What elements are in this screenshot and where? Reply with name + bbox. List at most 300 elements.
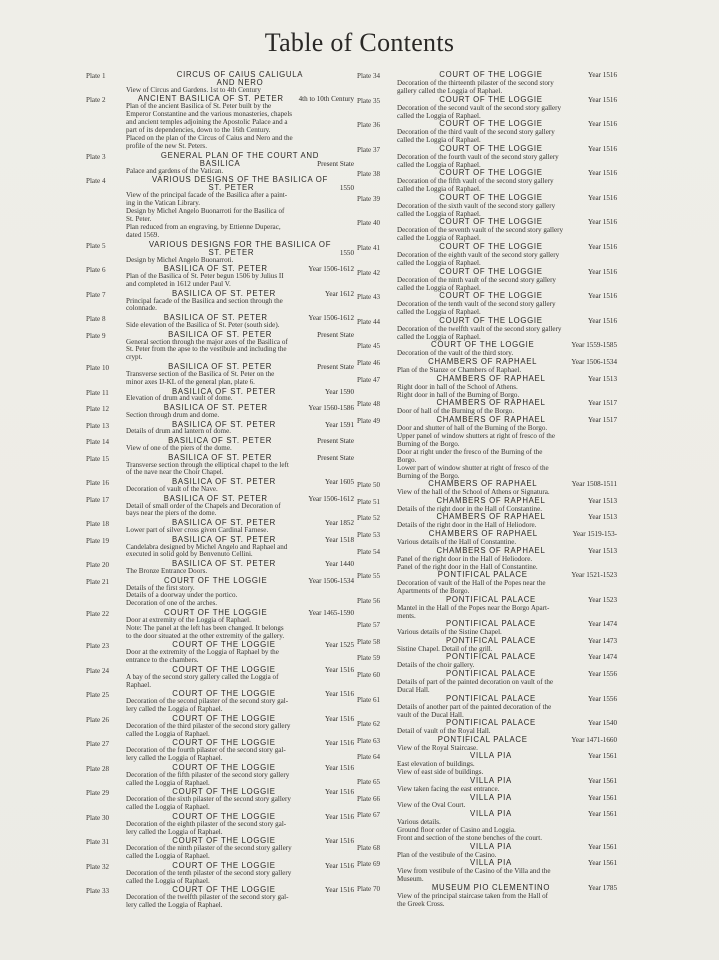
plate-description: View of the principal facade of the Basilica after a paint- ing in the Vatican Library. Design by Michel Angelo Buonarroti for the Basilica of St. Peter. Plan reduced from an engraving, by Ettienne Duperac, dated 1569. [126, 191, 288, 240]
plate-number: Plate 40 [357, 219, 381, 228]
plate-subject: BASILICA OF ST. PETER [171, 560, 276, 569]
plate-number: Plate 2 [86, 96, 106, 105]
plate-year: Year 1516 [324, 665, 354, 674]
plate-subject: VILLA PIA [470, 776, 512, 785]
plate-year: Year 1517 [587, 399, 617, 408]
plate-description: View of the Oval Court. [397, 801, 466, 810]
plate-description: Door at the extremity of the Loggia of Raphael by the entrance to the chambers. [126, 648, 279, 665]
plate-description: Details of the choir gallery. [397, 661, 475, 670]
toc-entry [86, 363, 354, 387]
plate-year: Year 1506-1534 [308, 576, 354, 585]
toc-entry [357, 317, 617, 341]
plate-subject: COURT OF THE LOGGIE [163, 576, 268, 585]
plate-subject: COURT OF THE LOGGIE [439, 193, 543, 202]
plate-number: Plate 4 [86, 177, 106, 186]
plate-number: Plate 6 [86, 266, 106, 275]
plate-subject-continued: ST. PETER [208, 248, 255, 257]
plate-subject: COURT OF THE LOGGIE [172, 812, 276, 821]
plate-subject: CHAMBERS OF RAPHAEL [436, 399, 546, 408]
toc-entry [86, 241, 354, 265]
plate-number: Plate 8 [86, 315, 106, 324]
plate-number: Plate 60 [357, 671, 381, 680]
plate-description: Candelabra designed by Michel Angelo and Raphael and executed in solid gold by Benvenuto Cellini. [126, 542, 288, 559]
plate-year: 1550 [339, 184, 354, 193]
plate-subject: COURT OF THE LOGGIE [172, 714, 276, 723]
plate-subject: PONTIFICAL PALACE [446, 653, 536, 662]
plate-description: Decoration of the third vault of the second story gallery called the Loggia of Raphael. [397, 128, 555, 145]
plate-number: Plate 64 [357, 753, 381, 762]
plate-year: Year 1523 [587, 595, 617, 604]
plate-year: Year 1516 [324, 886, 354, 895]
plate-subject: BASILICA OF ST. PETER [171, 478, 276, 487]
toc-entry [86, 764, 354, 788]
plate-number: Plate 27 [86, 740, 110, 749]
plate-number: Plate 12 [86, 405, 110, 414]
plate-subject: BASILICA OF ST. PETER [163, 494, 268, 503]
plate-year: Year 1516 [587, 95, 617, 104]
plate-description: Transverse section through the elliptical chapel to the left of the nave near the Choir Chapel. [126, 460, 289, 477]
plate-subject: COURT OF THE LOGGIE [172, 837, 276, 846]
toc-entry [357, 653, 617, 669]
toc-entry [357, 596, 617, 620]
plate-number: Plate 15 [86, 454, 110, 463]
plate-subject: COURT OF THE LOGGIE [172, 641, 276, 650]
toc-entry [357, 530, 617, 546]
toc-entry [357, 341, 617, 357]
toc-entry [86, 454, 354, 478]
plate-year: Year 1516 [324, 763, 354, 772]
plate-description: View of the Royal Staircase. [397, 743, 478, 752]
toc-entry [357, 218, 617, 242]
plate-number: Plate 62 [357, 720, 381, 729]
toc-entry [357, 859, 617, 883]
plate-year: Year 1561 [587, 776, 617, 785]
toc-entry [357, 145, 617, 169]
toc-entry [86, 176, 354, 240]
plate-year: Year 1516 [324, 837, 354, 846]
toc-entry [357, 736, 617, 752]
plate-year: Year 1506-1534 [571, 357, 617, 366]
plate-year: Year 1517 [587, 415, 617, 424]
plate-number: Plate 45 [357, 342, 381, 351]
plate-year: Year 1525 [324, 641, 354, 650]
plate-number: Plate 44 [357, 317, 381, 326]
plate-description: Decoration of the fifth pilaster of the second story gallery called the Loggia of Raphael. [126, 770, 290, 787]
plate-subject: CHAMBERS OF RAPHAEL [436, 374, 546, 383]
plate-subject: CHAMBERS OF RAPHAEL [428, 480, 538, 489]
plate-subject: COURT OF THE LOGGIE [172, 739, 276, 748]
plate-number: Plate 55 [357, 572, 381, 581]
plate-subject: BASILICA OF ST. PETER [168, 330, 273, 339]
plate-number: Plate 18 [86, 520, 110, 529]
plate-number: Plate 36 [357, 121, 381, 130]
plate-year: Year 1474 [587, 620, 617, 629]
toc-entry [357, 547, 617, 571]
plate-subject: COURT OF THE LOGGIE [439, 267, 543, 276]
plate-number: Plate 43 [357, 293, 381, 302]
toc-entry [86, 641, 354, 665]
plate-subject: PONTIFICAL PALACE [446, 595, 536, 604]
plate-subject: CHAMBERS OF RAPHAEL [436, 415, 546, 424]
plate-subject: BASILICA OF ST. PETER [168, 437, 273, 446]
plate-year: Year 1474 [587, 653, 617, 662]
plate-subject: COURT OF THE LOGGIE [172, 861, 276, 870]
plate-description: Decoration of the fifth vault of the second story gallery called the Loggia of Raphael. [397, 177, 554, 194]
plate-subject: PONTIFICAL PALACE [437, 735, 528, 744]
toc-entry [357, 292, 617, 316]
toc-entry [357, 375, 617, 399]
plate-description: Mantel in the Hall of the Popes near the Borgo Apart- ments. [397, 603, 550, 620]
plate-description: Decoration of vault of the Nave. [126, 485, 218, 493]
plate-year: Year 1516 [587, 144, 617, 153]
plate-description: Detail of vault of the Royal Hall. [397, 727, 491, 736]
toc-entry [357, 719, 617, 735]
plate-number: Plate 21 [86, 577, 110, 586]
plate-subject-continued: BASILICA [199, 159, 241, 168]
plate-number: Plate 3 [86, 152, 106, 161]
plate-year: Present State [317, 453, 354, 462]
toc-entry [86, 862, 354, 886]
toc-entry [86, 813, 354, 837]
plate-subject: COURT OF THE LOGGIE [439, 292, 543, 301]
toc-entry [357, 71, 617, 95]
plate-subject: CHAMBERS OF RAPHAEL [428, 529, 538, 538]
toc-entry [86, 788, 354, 812]
plate-subject: COURT OF THE LOGGIE [439, 218, 543, 227]
toc-entry [357, 794, 617, 810]
plate-description: Plan of the Basilica of St. Peter begun 1506 by Julius II and completed in 1612 under Paul V. [126, 272, 284, 288]
plate-year: Present State [317, 437, 354, 446]
toc-entry [357, 416, 617, 480]
plate-subject: COURT OF THE LOGGIE [439, 120, 543, 129]
toc-entry [357, 480, 617, 496]
toc-entry [86, 666, 354, 690]
plate-number: Plate 11 [86, 388, 109, 397]
plate-year: Year 1559-1585 [571, 341, 617, 350]
plate-year: Year 1518 [324, 535, 354, 544]
plate-year: Year 1521-1523 [571, 571, 617, 580]
right-column [357, 71, 617, 908]
plate-description: General section through the major axes of the Basilica of St. Peter from the apse to the vestibule and including the crypt. [126, 337, 288, 362]
plate-number: Plate 52 [357, 514, 381, 523]
plate-number: Plate 28 [86, 764, 110, 773]
plate-description: Details of part of the painted decoration on vault of the Ducal Hall. [397, 678, 554, 695]
plate-description: Various details of the Hall of Constantine. [397, 537, 517, 546]
plate-year: Year 1516 [587, 169, 617, 178]
plate-year: Year 1591 [324, 420, 354, 429]
plate-number: Plate 37 [357, 145, 381, 154]
toc-entry [357, 399, 617, 415]
plate-year: Year 1516 [587, 316, 617, 325]
plate-number: Plate 47 [357, 375, 381, 384]
plate-subject: VILLA PIA [470, 842, 512, 851]
plate-description: Decoration of the seventh vault of the second story gallery called the Loggia of Raphael. [397, 226, 564, 243]
plate-year: Year 1516 [324, 861, 354, 870]
plate-subject: COURT OF THE LOGGIE [172, 886, 276, 895]
plate-description: Side elevation of the Basilica of St. Peter (south side). [126, 321, 280, 329]
toc-entry [357, 670, 617, 694]
plate-description: Decoration of the eighth vault of the second story gallery called the Loggia of Raphael. [397, 251, 560, 268]
toc-entry [357, 695, 617, 719]
plate-description: Details of another part of the painted decoration of the vault of the Ducal Hall. [397, 702, 552, 719]
plate-year: Present State [317, 159, 354, 168]
plate-number: Plate 22 [86, 610, 110, 619]
plate-number: Plate 39 [357, 194, 381, 203]
plate-subject: PONTIFICAL PALACE [446, 694, 536, 703]
plate-description: Decoration of the third pilaster of the second story gallery called the Loggia of Raphael. [126, 721, 291, 738]
plate-number: Plate 30 [86, 813, 110, 822]
plate-subject: CHAMBERS OF RAPHAEL [428, 357, 538, 366]
plate-year: Year 1513 [587, 513, 617, 522]
toc-entry [357, 497, 617, 513]
plate-description: Plan of the ancient Basilica of St. Peter built by the Emperor Constantine and the various monasteries, chapels and ancient temples adjoining the Apostolic Palace and a part of its dependencies, down to the 16th Century. Placed on the plan of the Circus of Caius and Nero and the profile of the new St. Peters. [126, 102, 293, 151]
toc-entry [86, 404, 354, 420]
toc-entry [86, 95, 354, 151]
toc-entry [357, 620, 617, 636]
plate-number: Plate 65 [357, 777, 381, 786]
plate-year: Year 1561 [587, 752, 617, 761]
plate-subject: COURT OF THE LOGGIE [439, 169, 543, 178]
plate-year: Year 1506-1612 [308, 494, 354, 503]
plate-number: Plate 26 [86, 715, 110, 724]
toc-entry [86, 495, 354, 519]
plate-description: Plan of the Stanze or Chambers of Raphael. [397, 365, 522, 374]
plate-description: Transverse section of the Basilica of St. Peter on the minor axes IJ-KL of the general plan, plate 6. [126, 369, 275, 386]
plate-subject: PONTIFICAL PALACE [446, 636, 536, 645]
toc-entry [86, 609, 354, 641]
plate-number: Plate 23 [86, 642, 110, 651]
plate-number: Plate 16 [86, 479, 110, 488]
plate-description: Decoration of the sixth vault of the second story gallery called the Loggia of Raphael. [397, 201, 556, 218]
plate-year: Year 1516 [587, 193, 617, 202]
plate-subject: BASILICA OF ST. PETER [163, 314, 268, 323]
plate-subject: COURT OF THE LOGGIE [430, 341, 535, 350]
toc-entry [86, 478, 354, 494]
plate-number: Plate 1 [86, 72, 106, 80]
plate-description: Panel of the right door in the Hall of Heliodore. Panel of the right door in the Hall of Constantine. [397, 554, 538, 571]
toc-entry [357, 358, 617, 374]
plate-year: Year 1561 [587, 842, 617, 851]
plate-number: Plate 67 [357, 811, 381, 820]
plate-year: Year 1506-1612 [308, 314, 354, 323]
toc-entry [86, 577, 354, 609]
plate-number: Plate 61 [357, 695, 381, 704]
plate-number: Plate 59 [357, 654, 381, 663]
plate-year: Year 1516 [587, 218, 617, 227]
plate-number: Plate 46 [357, 358, 381, 367]
plate-number: Plate 53 [357, 530, 381, 539]
plate-subject: VILLA PIA [470, 793, 512, 802]
plate-year: Present State [317, 330, 354, 339]
toc-entry [357, 777, 617, 793]
plate-number: Plate 41 [357, 244, 381, 253]
toc-entry [86, 152, 354, 176]
plate-number: Plate 68 [357, 843, 381, 852]
toc-entry [86, 71, 354, 95]
plate-number: Plate 32 [86, 862, 110, 871]
plate-description: Door and shutter of hall of the Burning of the Borgo. Upper panel of window shutters at right of fresco of the Burning of the Borgo. Door at right under the fresco of the Burning of the Borgo. Lower part of window shutter at right of fresco of the Burning of the Borgo. [397, 423, 555, 480]
plate-number: Plate 70 [357, 884, 381, 893]
plate-subject: VILLA PIA [470, 810, 512, 819]
plate-subject: BASILICA OF ST. PETER [171, 519, 276, 528]
toc-entry [86, 265, 354, 289]
plate-year: Year 1465-1590 [308, 609, 354, 618]
plate-year: Year 1516 [587, 243, 617, 252]
plate-year: Year 1516 [324, 739, 354, 748]
plate-year: Year 1516 [324, 812, 354, 821]
plate-subject: VARIOUS DESIGNS OF THE BASILICA OF [151, 176, 329, 185]
plate-year: Year 1473 [587, 636, 617, 645]
plate-subject-continued: AND NERO [216, 78, 264, 87]
plate-subject: PONTIFICAL PALACE [446, 620, 536, 629]
plate-subject: COURT OF THE LOGGIE [172, 690, 276, 699]
toc-entry [86, 715, 354, 739]
plate-subject: BASILICA OF ST. PETER [171, 289, 276, 298]
plate-number: Plate 29 [86, 789, 110, 798]
plate-description: Various details of the Sistine Chapel. [397, 628, 502, 637]
plate-number: Plate 19 [86, 536, 110, 545]
plate-description: Right door in hall of the School of Athens. Right door in hall of the Burning of Borgo. [397, 382, 520, 399]
plate-year: Year 1561 [587, 810, 617, 819]
plate-year: Year 1516 [587, 292, 617, 301]
plate-year: 1550 [339, 248, 354, 257]
toc-entry [357, 752, 617, 776]
plate-year: 4th to 10th Century [298, 95, 354, 104]
plate-number: Plate 13 [86, 421, 110, 430]
plate-description: Door of hall of the Burning of the Borgo. [397, 407, 515, 416]
plate-subject: VILLA PIA [470, 859, 512, 868]
plate-number: Plate 7 [86, 290, 106, 299]
plate-description: Plan of the vestibule of the Casino. [397, 850, 497, 859]
plate-subject: COURT OF THE LOGGIE [439, 243, 543, 252]
toc-entry [357, 571, 617, 595]
plate-number: Plate 34 [357, 72, 381, 80]
plate-year: Year 1612 [324, 289, 354, 298]
plate-year: Present State [317, 363, 354, 372]
plate-description: Detail of small order of the Chapels and Decoration of bays near the piers of the dome. [126, 501, 281, 518]
plate-description: Decoration of the fourth vault of the second story gallery called the Loggia of Raphael. [397, 152, 559, 169]
plate-number: Plate 63 [357, 736, 381, 745]
plate-description: Decoration of the sixth pilaster of the second story gallery called the Loggia of Raphael. [126, 795, 291, 812]
plate-number: Plate 50 [357, 481, 381, 490]
plate-description: Lower part of silver cross given Cardinal Farnese. [126, 526, 269, 534]
plate-number: Plate 58 [357, 637, 381, 646]
plate-subject: COURT OF THE LOGGIE [439, 316, 543, 325]
plate-subject: ANCIENT BASILICA OF ST. PETER [137, 95, 284, 104]
plate-subject: BASILICA OF ST. PETER [163, 404, 268, 412]
plate-subject: CIRCUS OF CAIUS CALIGULA [176, 71, 304, 79]
plate-number: Plate 10 [86, 364, 110, 373]
plate-year: Year 1513 [587, 496, 617, 505]
toc-entry [86, 421, 354, 437]
plate-description: View of the hall of the School of Athens or Signatura. [397, 488, 550, 497]
plate-number: Plate 69 [357, 860, 381, 869]
plate-number: Plate 17 [86, 495, 110, 504]
toc-entry [357, 96, 617, 120]
plate-subject: VARIOUS DESIGNS FOR THE BASILICA OF [148, 240, 332, 249]
plate-subject: VILLA PIA [470, 752, 512, 761]
toc-entry [357, 513, 617, 529]
plate-number: Plate 14 [86, 438, 110, 447]
plate-description: View from vestibule of the Casino of the Villa and the Museum. [397, 867, 551, 884]
plate-description: Details of drum and lantern of dome. [126, 427, 231, 436]
plate-subject: BASILICA OF ST. PETER [171, 535, 276, 544]
toc-entry [86, 314, 354, 330]
plate-description: Palace and gardens of the Vatican. [126, 166, 224, 175]
plate-subject: BASILICA OF ST. PETER [171, 387, 276, 396]
plate-number: Plate 51 [357, 497, 381, 506]
plate-description: Decoration of the vault of the third story. [397, 349, 514, 358]
plate-number: Plate 24 [86, 666, 110, 675]
plate-description: Details of the right door in the Hall of Heliodore. [397, 521, 537, 530]
plate-number: Plate 33 [86, 887, 110, 896]
plate-year: Year 1516 [587, 120, 617, 129]
plate-description: Decoration of the twelfth vault of the second story gallery called the Loggia of Raphael. [397, 324, 562, 341]
plate-number: Plate 9 [86, 331, 106, 340]
plate-number: Plate 57 [357, 621, 381, 630]
plate-number: Plate 35 [357, 96, 381, 105]
toc-entry [357, 169, 617, 193]
plate-subject: CHAMBERS OF RAPHAEL [436, 546, 546, 555]
plate-subject-continued: ST. PETER [208, 184, 255, 193]
plate-description: East elevation of buildings. View of east side of buildings. [397, 760, 484, 777]
toc-entry [86, 560, 354, 576]
plate-number: Plate 56 [357, 596, 381, 605]
toc-entry [86, 690, 354, 714]
plate-description: Decoration of the eighth pilaster of the second story gal- lery called the Loggia of Raphael. [126, 819, 287, 836]
plate-year: Year 1556 [587, 670, 617, 679]
toc-entry [86, 739, 354, 763]
plate-number: Plate 38 [357, 170, 381, 179]
plate-description: View of the principal staircase taken from the Hall of the Greek Cross. [397, 891, 549, 908]
plate-description: Design by Michel Angelo Buonarroti. [126, 255, 234, 264]
toc-entry [357, 268, 617, 292]
plate-description: Decoration of vault of the Hall of the Popes near the Apartments of the Borgo. [397, 579, 546, 596]
left-column [86, 71, 354, 911]
plate-year: Year 1513 [587, 546, 617, 555]
plate-description: View of Circus and Gardens. 1st to 4th Century [126, 85, 261, 94]
plate-description: View of one of the piers of the dome. [126, 444, 232, 452]
plate-year: Year 1516 [324, 690, 354, 699]
plate-year: Year 1560-1586 [308, 404, 354, 413]
plate-year: Year 1506-1612 [308, 265, 354, 274]
plate-year: Year 1516 [587, 267, 617, 276]
plate-subject: COURT OF THE LOGGIE [163, 609, 268, 617]
plate-subject: COURT OF THE LOGGIE [439, 144, 543, 153]
plate-description: Principal facade of the Basilica and section through the colonnade. [126, 296, 283, 313]
toc-entry [357, 843, 617, 859]
plate-description: A bay of the second story gallery called the Loggia of Raphael. [126, 672, 279, 689]
toc-entry [86, 331, 354, 363]
plate-subject: BASILICA OF ST. PETER [171, 420, 276, 429]
plate-number: Plate 66 [357, 794, 381, 803]
plate-subject: BASILICA OF ST. PETER [168, 363, 273, 371]
plate-number: Plate 25 [86, 691, 110, 700]
plate-description: View taken facing the east entrance. [397, 784, 500, 793]
plate-year: Year 1471-1660 [571, 735, 617, 744]
plate-description: Door at extremity of the Loggia of Raphael. Note: The panel at the left has been changed. It belongs to the door situated at the other extremity of the gallery. [126, 615, 285, 640]
plate-number: Plate 48 [357, 400, 381, 409]
plate-description: Decoration of the fourth pilaster of the second story gal- lery called the Loggia of Raphael. [126, 746, 286, 763]
plate-number: Plate 20 [86, 561, 110, 570]
plate-subject: PONTIFICAL PALACE [437, 571, 528, 580]
plate-number: Plate 31 [86, 838, 110, 847]
plate-year: Year 1561 [587, 793, 617, 802]
plate-year: Year 1785 [587, 883, 617, 892]
plate-subject: COURT OF THE LOGGIE [439, 95, 543, 104]
toc-entry [357, 810, 617, 842]
plate-year: Year 1561 [587, 859, 617, 868]
